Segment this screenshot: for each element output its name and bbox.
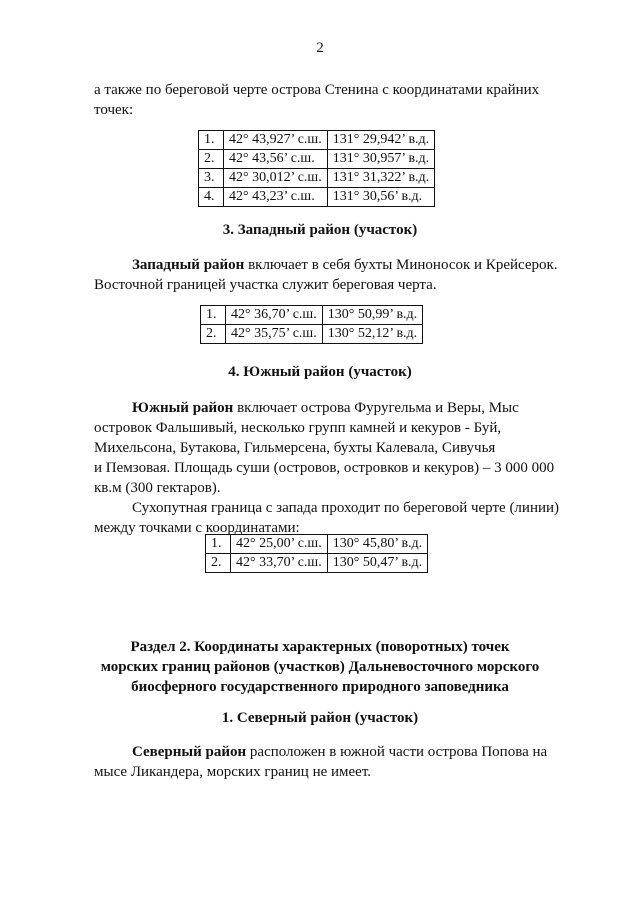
south-line-2: островок Фальшивый, несколько групп камней и кекуров - Буй, [94,420,502,436]
north-paragraph [94,742,584,782]
row-number: 3. [199,169,224,188]
latitude-cell: 42° 43,56’ с.ш. [224,150,328,169]
section2-line-3: биосферного государственного природного заповедника [131,679,509,695]
table-row [199,131,435,150]
intro-line-2: точек: [94,102,134,118]
row-number: 1. [199,131,224,150]
longitude-cell: 131° 29,942’ в.д. [327,131,434,150]
longitude-cell: 130° 45,80’ в.д. [327,535,427,554]
north-text-1: расположен в южной части острова Попова на [246,744,548,760]
north-bold-term: Северный район [132,744,247,760]
intro-paragraph [94,80,584,120]
longitude-cell: 131° 30,957’ в.д. [327,150,434,169]
west-text-1: включает в себя бухты Миноносок и Крейсерок. [244,257,558,273]
south-text-1: включает острова Фуругельма и Веры, Мыс [233,400,519,416]
longitude-cell: 130° 52,12’ в.д. [322,325,422,344]
page-number: 2 [316,40,324,56]
coordinates-table-stenin [198,130,435,207]
row-number: 1. [201,306,226,325]
south-line-4: и Пемзовая. Площадь суши (островов, островков и кекуров) – 3 000 000 [94,460,555,476]
latitude-cell: 42° 35,75’ с.ш. [226,325,323,344]
north-line-2: мысе Ликандера, морских границ не имеет. [94,764,372,780]
south-bold-term: Южный район [132,400,234,416]
north-heading: 1. Северный район (участок) [221,710,419,726]
south-line-7: между точками с координатами: [94,520,300,536]
table-row [199,150,435,169]
section2-heading [0,637,640,697]
south-line-6: Сухопутная граница с запада проходит по береговой черте (линии) [132,500,560,516]
west-paragraph [94,255,584,295]
west-bold-term: Западный район [132,257,245,273]
coordinates-table-south [205,534,428,573]
west-heading: 3. Западный район (участок) [222,222,418,238]
row-number: 2. [201,325,226,344]
coordinates-table-west [200,305,423,344]
row-number: 4. [199,188,224,207]
latitude-cell: 42° 36,70’ с.ш. [226,306,323,325]
latitude-cell: 42° 30,012’ с.ш. [224,169,328,188]
west-text-2: Восточной границей участка служит береговая черта. [94,277,437,293]
table-row [206,554,428,573]
south-line-5: кв.м (300 гектаров). [94,480,221,496]
table-row [199,169,435,188]
longitude-cell: 131° 31,322’ в.д. [327,169,434,188]
row-number: 2. [199,150,224,169]
south-line-3: Михельсона, Бутакова, Гильмерсена, бухты Калевала, Сивучья [94,440,496,456]
section2-line-1: Раздел 2. Координаты характерных (поворотных) точек [130,639,510,655]
longitude-cell: 130° 50,99’ в.д. [322,306,422,325]
section2-line-2: морских границ районов (участков) Дальневосточного морского [100,659,540,675]
latitude-cell: 42° 43,23’ с.ш. [224,188,328,207]
row-number: 2. [206,554,231,573]
intro-line-1: а также по береговой черте острова Стенина с координатами крайних [94,82,540,98]
table-row [201,325,423,344]
table-row [206,535,428,554]
latitude-cell: 42° 43,927’ с.ш. [224,131,328,150]
latitude-cell: 42° 25,00’ с.ш. [231,535,328,554]
south-heading: 4. Южный район (участок) [228,364,412,380]
longitude-cell: 130° 50,47’ в.д. [327,554,427,573]
south-paragraph [94,398,584,538]
latitude-cell: 42° 33,70’ с.ш. [231,554,328,573]
table-row [201,306,423,325]
row-number: 1. [206,535,231,554]
table-row [199,188,435,207]
longitude-cell: 131° 30,56’ в.д. [327,188,434,207]
